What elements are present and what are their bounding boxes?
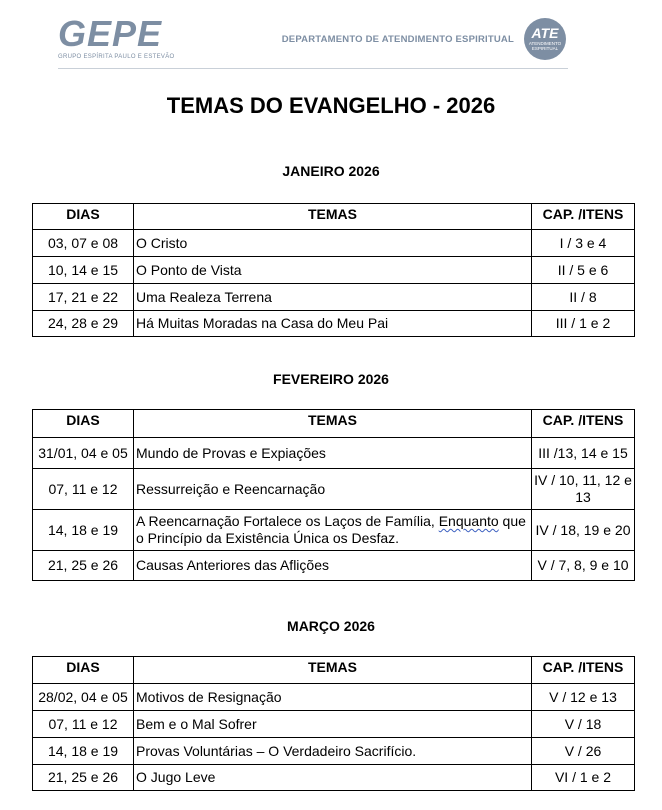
table-row	[33, 469, 635, 510]
cell-cap: III /13, 14 e 15	[532, 438, 635, 469]
table-row	[33, 738, 635, 765]
cell-cap: I / 3 e 4	[532, 230, 635, 257]
cell-dias: 14, 18 e 19	[33, 738, 134, 765]
cell-dias: 03, 07 e 08	[33, 230, 134, 257]
tema-part: que o Princípio da Existência Única os Desfaz.	[136, 513, 526, 546]
column-header-dias: DIAS	[33, 410, 134, 438]
cell-dias: 24, 28 e 29	[33, 311, 134, 337]
page-header	[58, 13, 568, 72]
cell-tema: Ressurreição e Reencarnação	[134, 469, 532, 510]
month-heading-fevereiro: FEVEREIRO 2026	[273, 371, 389, 387]
ate-logo	[524, 18, 566, 60]
table-header-row	[33, 204, 635, 230]
cell-dias: 07, 11 e 12	[33, 711, 134, 738]
table-row	[33, 438, 635, 469]
table-row	[33, 257, 635, 284]
cell-tema: Uma Realeza Terrena	[134, 284, 532, 311]
cell-tema: O Cristo	[134, 230, 532, 257]
document-title: TEMAS DO EVANGELHO - 2026	[166, 93, 496, 118]
table-row	[33, 765, 635, 791]
table-row	[33, 551, 635, 581]
cell-tema: Bem e o Mal Sofrer	[134, 711, 532, 738]
header-divider	[58, 68, 568, 69]
schedule-table-marco	[32, 656, 635, 791]
table-header-row	[33, 657, 635, 684]
cell-dias: 31/01, 04 e 05	[33, 438, 134, 469]
table-row	[33, 311, 635, 337]
gepe-logo: GEPE	[58, 13, 163, 54]
table-row	[33, 284, 635, 311]
column-header-cap: CAP. /ITENS	[532, 204, 635, 230]
table-row	[33, 230, 635, 257]
schedule-table-janeiro	[32, 203, 635, 337]
cell-tema	[134, 510, 532, 551]
cell-tema: Motivos de Resignação	[134, 684, 532, 711]
cell-dias: 21, 25 e 26	[33, 765, 134, 791]
column-header-temas: TEMAS	[134, 204, 532, 230]
cell-cap: III / 1 e 2	[532, 311, 635, 337]
cell-cap: V / 26	[532, 738, 635, 765]
tema-part: A Reencarnação Fortalece os Laços de Família,	[136, 513, 439, 529]
cell-tema: O Jugo Leve	[134, 765, 532, 791]
ate-logo-text: ATE	[531, 25, 559, 41]
cell-cap: V / 7, 8, 9 e 10	[532, 551, 635, 581]
cell-cap: V / 18	[532, 711, 635, 738]
column-header-dias: DIAS	[33, 657, 134, 684]
cell-cap: V / 12 e 13	[532, 684, 635, 711]
cell-cap: IV / 10, 11, 12 e 13	[532, 469, 635, 510]
table-header-row	[33, 410, 635, 438]
cell-cap: II / 5 e 6	[532, 257, 635, 284]
table-row	[33, 510, 635, 551]
department-name: DEPARTAMENTO DE ATENDIMENTO ESPIRITUAL	[281, 34, 514, 45]
cell-tema: O Ponto de Vista	[134, 257, 532, 284]
cell-tema: Causas Anteriores das Aflições	[134, 551, 532, 581]
cell-cap: IV / 18, 19 e 20	[532, 510, 635, 551]
tema-part-flagged-word: Enquanto	[438, 513, 499, 529]
schedule-table-fevereiro	[32, 409, 635, 581]
column-header-temas: TEMAS	[134, 410, 532, 438]
month-heading-janeiro: JANEIRO 2026	[282, 163, 380, 179]
column-header-temas: TEMAS	[134, 657, 532, 684]
ate-logo-subtitle: ATENDIMENTO ESPIRITUAL	[528, 41, 562, 51]
column-header-cap: CAP. /ITENS	[532, 657, 635, 684]
cell-dias: 07, 11 e 12	[33, 469, 134, 510]
logo-subtitle: GRUPO ESPÍRITA PAULO E ESTEVÃO	[58, 54, 175, 60]
cell-dias: 28/02, 04 e 05	[33, 684, 134, 711]
cell-dias: 17, 21 e 22	[33, 284, 134, 311]
cell-dias: 14, 18 e 19	[33, 510, 134, 551]
column-header-dias: DIAS	[33, 204, 134, 230]
cell-tema: Mundo de Provas e Expiações	[134, 438, 532, 469]
cell-cap: II / 8	[532, 284, 635, 311]
cell-cap: VI / 1 e 2	[532, 765, 635, 791]
table-row	[33, 711, 635, 738]
cell-tema: Provas Voluntárias – O Verdadeiro Sacrifício.	[134, 738, 532, 765]
cell-tema: Há Muitas Moradas na Casa do Meu Pai	[134, 311, 532, 337]
month-heading-marco: MARÇO 2026	[287, 618, 375, 634]
column-header-cap: CAP. /ITENS	[532, 410, 635, 438]
cell-dias: 10, 14 e 15	[33, 257, 134, 284]
cell-dias: 21, 25 e 26	[33, 551, 134, 581]
table-row	[33, 684, 635, 711]
